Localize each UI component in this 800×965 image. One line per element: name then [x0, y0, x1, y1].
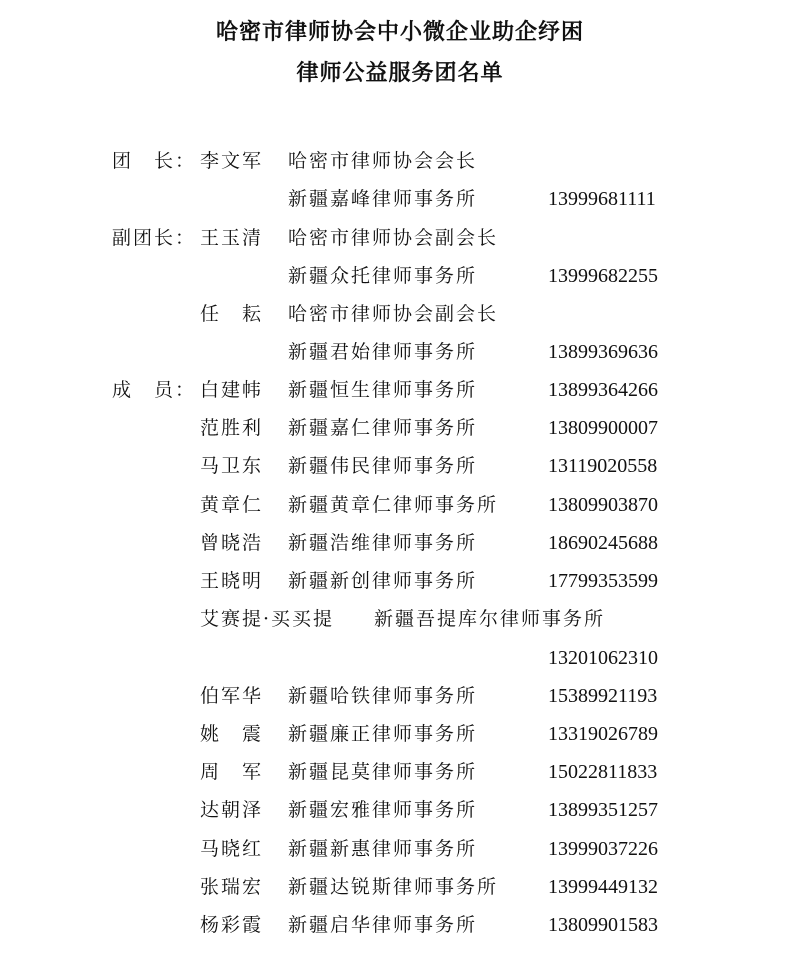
member-firm: 新疆廉正律师事务所 — [288, 723, 478, 745]
role-label-leader: 团 长： — [112, 150, 197, 172]
leader-phone: 13999681111 — [548, 188, 656, 210]
member-phone: 18690245688 — [548, 532, 658, 554]
member-firm: 新疆昆莫律师事务所 — [288, 761, 478, 783]
member-name: 姚 震 — [200, 723, 264, 745]
document-title-line-2: 律师公益服务团名单 — [296, 61, 504, 86]
member-name: 达朝泽 — [200, 799, 264, 821]
member-firm: 新疆启华律师事务所 — [288, 914, 478, 936]
member-firm: 新疆嘉仁律师事务所 — [288, 417, 478, 439]
member-name: 伯军华 — [200, 685, 264, 707]
member-phone: 15022811833 — [548, 761, 658, 783]
deputy-name: 王玉清 — [200, 227, 264, 249]
member-name: 杨彩霞 — [200, 914, 264, 936]
deputy-name: 任 耘 — [200, 303, 264, 325]
member-name: 马卫东 — [200, 455, 264, 477]
member-firm: 新疆新惠律师事务所 — [288, 838, 478, 860]
member-firm: 新疆恒生律师事务所 — [288, 379, 478, 401]
leader-firm: 新疆嘉峰律师事务所 — [288, 188, 478, 210]
member-phone: 13999449132 — [548, 876, 658, 898]
member-phone: 13201062310 — [548, 647, 658, 669]
document-title-line-1: 哈密市律师协会中小微企业助企纾困 — [215, 20, 584, 45]
member-name: 张瑞宏 — [200, 876, 264, 898]
member-phone: 13809900007 — [548, 417, 658, 439]
member-firm: 新疆达锐斯律师事务所 — [288, 876, 499, 898]
member-firm: 新疆黄章仁律师事务所 — [288, 494, 499, 516]
member-name: 白建帏 — [200, 379, 264, 401]
deputy-firm: 新疆君始律师事务所 — [288, 341, 478, 363]
member-phone: 17799353599 — [548, 570, 658, 592]
role-label-deputy: 副团长： — [112, 227, 197, 249]
member-firm: 新疆宏雅律师事务所 — [288, 799, 478, 821]
member-phone: 15389921193 — [548, 685, 658, 707]
member-name: 周 军 — [200, 761, 264, 783]
member-name: 黄章仁 — [200, 494, 264, 516]
deputy-firm: 新疆众托律师事务所 — [288, 265, 478, 287]
deputy-title: 哈密市律师协会副会长 — [288, 303, 499, 325]
member-phone: 13809901583 — [548, 914, 658, 936]
member-firm: 新疆吾提库尔律师事务所 — [374, 608, 606, 630]
member-phone: 13119020558 — [548, 455, 658, 477]
member-phone: 13899351257 — [548, 799, 658, 821]
member-name: 范胜利 — [200, 417, 264, 439]
member-phone: 13319026789 — [548, 723, 658, 745]
leader-name: 李文军 — [200, 150, 264, 172]
member-name: 王晓明 — [200, 570, 264, 592]
member-name: 马晓红 — [200, 838, 264, 860]
member-phone: 13899364266 — [548, 379, 658, 401]
deputy-title: 哈密市律师协会副会长 — [288, 227, 499, 249]
member-firm: 新疆新创律师事务所 — [288, 570, 478, 592]
role-label-member: 成 员： — [112, 379, 197, 401]
member-firm: 新疆哈铁律师事务所 — [288, 685, 478, 707]
member-name: 艾赛提·买买提 — [200, 608, 335, 630]
member-firm: 新疆伟民律师事务所 — [288, 455, 478, 477]
deputy-phone: 13899369636 — [548, 341, 658, 363]
deputy-phone: 13999682255 — [548, 265, 658, 287]
leader-title: 哈密市律师协会会长 — [288, 150, 478, 172]
member-firm: 新疆浩维律师事务所 — [288, 532, 478, 554]
member-phone: 13999037226 — [548, 838, 658, 860]
member-phone: 13809903870 — [548, 494, 658, 516]
member-name: 曾晓浩 — [200, 532, 264, 554]
